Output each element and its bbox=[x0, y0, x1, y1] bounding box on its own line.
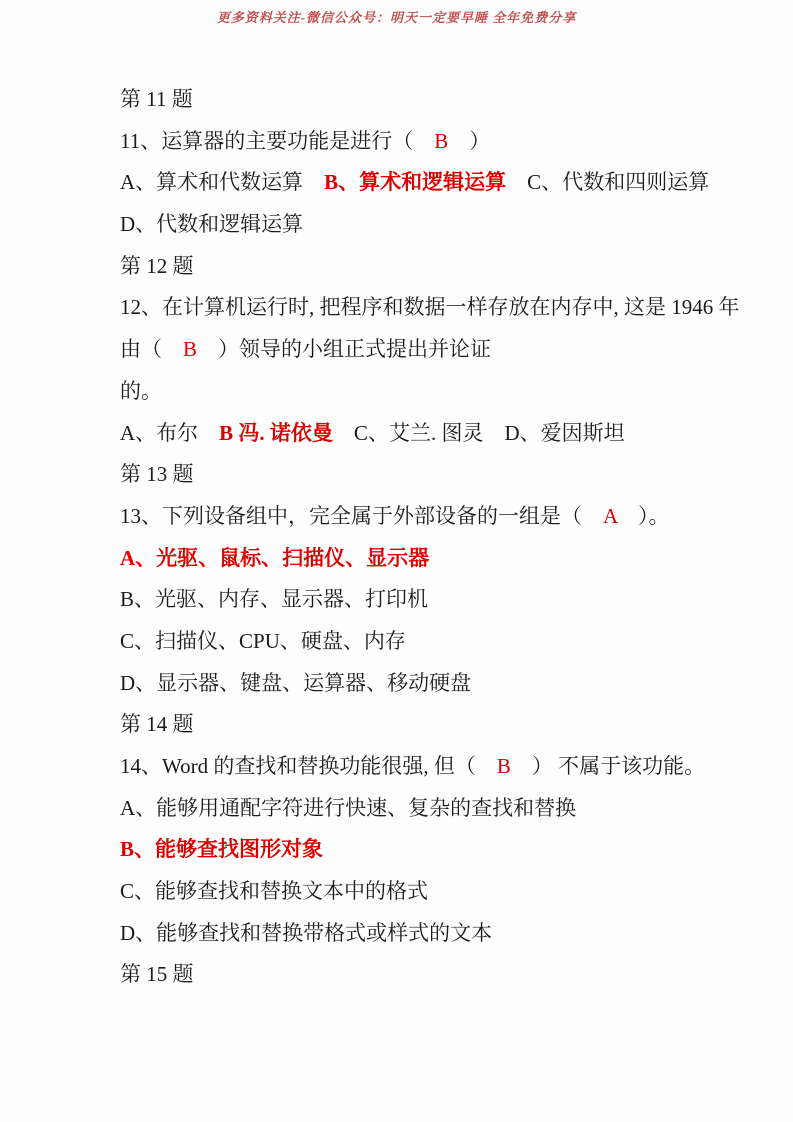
question-label: 第 12 题 bbox=[120, 253, 194, 278]
option-line bbox=[120, 579, 720, 621]
option-line bbox=[120, 538, 720, 580]
text-segment: 12、在计算机运行时, 把程序和数据一样存放在内存中, 这是 1946 年 bbox=[120, 295, 740, 320]
text-segment: C、扫描仪、CPU、硬盘、内存 bbox=[120, 628, 406, 653]
text-segment: C、艾兰. 图灵 D、爱因斯坦 bbox=[332, 420, 625, 445]
text-segment: 的。 bbox=[120, 378, 162, 403]
answer-text-segment: B bbox=[496, 754, 511, 778]
option-line bbox=[120, 413, 720, 455]
question-stem bbox=[120, 496, 720, 538]
text-segment: B、光驱、内存、显示器、打印机 bbox=[120, 587, 429, 612]
option-line bbox=[120, 621, 720, 663]
text-segment: ） bbox=[448, 128, 491, 153]
answer-text-segment: B bbox=[434, 128, 449, 153]
question-stem-continued bbox=[120, 329, 720, 371]
answer-text-segment: A bbox=[603, 503, 618, 528]
text-segment: 11、运算器的主要功能是进行（ bbox=[120, 128, 435, 153]
answer-text-segment: B bbox=[183, 337, 198, 362]
document-body bbox=[120, 79, 740, 996]
question-stem bbox=[120, 287, 740, 329]
option-line bbox=[120, 663, 720, 705]
option-line bbox=[120, 788, 720, 830]
text-segment: ）领导的小组正式提出并论证 bbox=[197, 337, 492, 362]
option-line bbox=[120, 204, 720, 246]
option-line bbox=[120, 162, 720, 204]
text-segment: 13、下列设备组中，完全属于外部设备的一组是（ bbox=[120, 503, 603, 528]
text-segment: D、能够查找和替换带格式或样式的文本 bbox=[120, 920, 493, 945]
question-stem bbox=[120, 746, 720, 788]
text-segment: 14、Word 的查找和替换功能很强, 但（ bbox=[120, 754, 497, 778]
answer-text-segment: B 冯. 诺依曼 bbox=[219, 420, 333, 445]
text-segment: D、代数和逻辑运算 bbox=[120, 212, 304, 237]
text-segment: ） 不属于该功能。 bbox=[510, 754, 706, 778]
question-label: 第 15 题 bbox=[120, 962, 194, 987]
text-segment: C、能够查找和替换文本中的格式 bbox=[120, 879, 429, 904]
text-segment: A、能够用通配字符进行快速、复杂的查找和替换 bbox=[120, 795, 577, 820]
question-label: 第 11 题 bbox=[120, 87, 193, 111]
question-stem-continued bbox=[120, 371, 720, 413]
text-segment: ）。 bbox=[617, 503, 670, 528]
question-stem bbox=[120, 121, 720, 163]
option-line bbox=[120, 871, 720, 913]
question-label: 第 13 题 bbox=[120, 462, 194, 487]
text-segment: A、布尔 bbox=[120, 420, 220, 445]
text-segment: C、代数和四则运算 bbox=[506, 170, 710, 195]
option-line bbox=[120, 913, 720, 955]
promo-header: 更多资料关注-微信公众号：明天一定要早睡 全年免费分享 bbox=[216, 10, 577, 25]
answer-text-segment: A、光驱、鼠标、扫描仪、显示器 bbox=[120, 545, 430, 570]
option-line bbox=[120, 829, 720, 871]
answer-text-segment: B、算术和逻辑运算 bbox=[324, 170, 507, 195]
text-segment: A、算术和代数运算 bbox=[120, 170, 325, 195]
answer-text-segment: B、能够查找图形对象 bbox=[120, 837, 324, 862]
text-segment: 由（ bbox=[120, 337, 183, 362]
text-segment: D、显示器、键盘、运算器、移动硬盘 bbox=[120, 670, 472, 695]
question-label: 第 14 题 bbox=[120, 712, 194, 737]
